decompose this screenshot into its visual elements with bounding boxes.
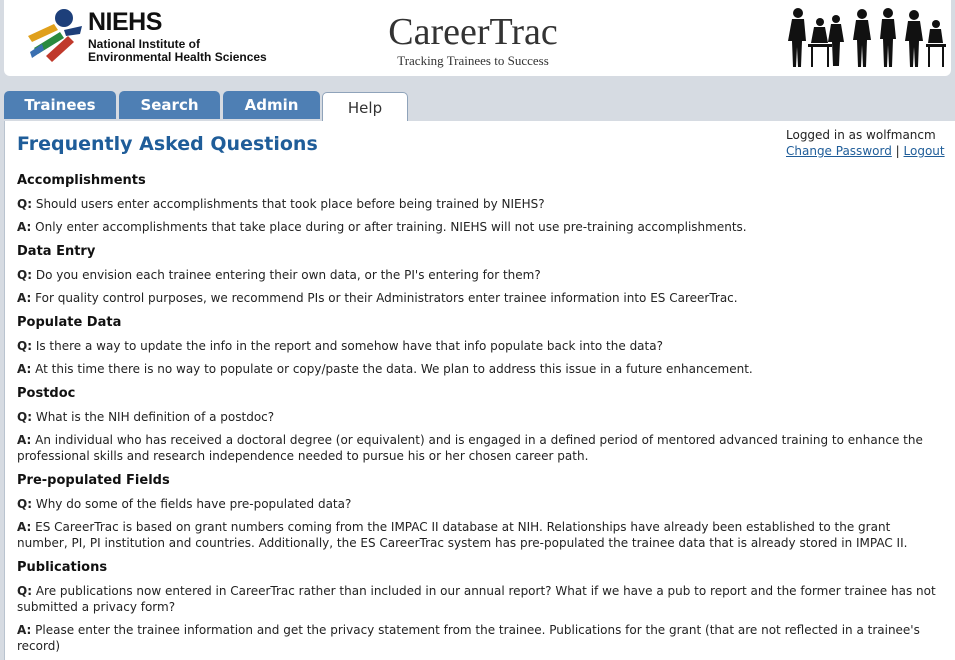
faq-list [17, 173, 942, 660]
faq-section [17, 244, 942, 306]
answer-text: For quality control purposes, we recommend PIs or their Administrators enter trainee information into ES CareerTrac. [35, 291, 738, 305]
tab-search[interactable]: Search [119, 91, 220, 119]
faq-answer [17, 219, 942, 235]
org-short-name: NIEHS [88, 8, 162, 36]
brand-title: CareerTrac [388, 11, 558, 53]
question-label: Q: [17, 339, 32, 353]
answer-label: A: [17, 433, 32, 447]
answer-label: A: [17, 520, 32, 534]
faq-answer [17, 290, 942, 306]
answer-text: At this time there is no way to populate or copy/paste the data. We plan to address this issue in a future enhancement. [35, 362, 753, 376]
question-text: What is the NIH definition of a postdoc? [35, 410, 275, 424]
question-text: Are publications now entered in CareerTrac rather than included in our annual report? What if we have a pub to report and the former trainee has not submitted a privacy form? [17, 584, 936, 614]
faq-question [17, 583, 942, 615]
answer-label: A: [17, 291, 32, 305]
answer-text: An individual who has received a doctoral degree (or equivalent) and is engaged in a defined period of mentored advanced training to enhance the professional skills and research independence needed to pursue his or her chosen career path. [17, 433, 923, 463]
answer-label: A: [17, 220, 32, 234]
faq-section-title: Data Entry [17, 244, 96, 259]
faq-answer [17, 361, 942, 377]
people-silhouettes-image [786, 6, 946, 68]
question-label: Q: [17, 410, 32, 424]
question-text: Is there a way to update the info in the report and somehow have that info populate back into the data? [35, 339, 663, 353]
faq-question [17, 496, 942, 512]
question-text: Why do some of the fields have pre-populated data? [35, 497, 352, 511]
brand [378, 12, 568, 69]
faq-question [17, 196, 942, 212]
faq-section [17, 560, 942, 654]
faq-answer [17, 622, 942, 654]
tab-trainees[interactable]: Trainees [4, 91, 116, 119]
faq-section-title: Accomplishments [17, 173, 146, 188]
faq-section-title: Populate Data [17, 315, 122, 330]
change-password-link[interactable]: Change Password [786, 144, 892, 158]
answer-label: A: [17, 623, 32, 637]
page-title: Frequently Asked Questions [17, 133, 318, 155]
question-text: Do you envision each trainee entering their own data, or the PI's entering for them? [35, 268, 541, 282]
faq-question [17, 338, 942, 354]
faq-question [17, 267, 942, 283]
answer-label: A: [17, 362, 32, 376]
logout-link[interactable]: Logout [903, 144, 945, 158]
tab-admin[interactable]: Admin [223, 91, 320, 119]
question-label: Q: [17, 584, 32, 598]
faq-section [17, 473, 942, 551]
logged-in-text: Logged in as wolfmancm [786, 128, 936, 142]
tab-help[interactable]: Help [322, 92, 408, 123]
question-label: Q: [17, 497, 32, 511]
site-header [4, 0, 951, 76]
question-label: Q: [17, 268, 32, 282]
org-full-name: National Institute of Environmental Health Sciences [88, 37, 267, 64]
faq-section-title: Publications [17, 560, 108, 575]
answer-text: ES CareerTrac is based on grant numbers coming from the IMPAC II database at NIH. Relationships have already been established to the grant number, PI, PI institution and countries. Additionally, the ES CareerTrac system has pre-populated the trainee data that is already stored in IMPAC II. [17, 520, 908, 550]
niehs-logo[interactable] [24, 6, 267, 68]
faq-answer [17, 432, 942, 464]
answer-text: Please enter the trainee information and get the privacy statement from the trainee. Publications for the grant (that are not reflected in a trainee's record) [17, 623, 920, 653]
niehs-emblem-icon [24, 6, 86, 66]
link-separator: | [895, 144, 900, 158]
faq-section [17, 315, 942, 377]
faq-section [17, 386, 942, 464]
faq-question [17, 409, 942, 425]
faq-answer [17, 519, 942, 551]
login-status [786, 127, 945, 159]
faq-section-title: Postdoc [17, 386, 76, 401]
faq-section [17, 173, 942, 235]
faq-section-title: Pre-populated Fields [17, 473, 170, 488]
question-text: Should users enter accomplishments that took place before being trained by NIEHS? [35, 197, 545, 211]
answer-text: Only enter accomplishments that take place during or after training. NIEHS will not use pre-training accomplishments. [35, 220, 747, 234]
question-label: Q: [17, 197, 32, 211]
brand-tagline: Tracking Trainees to Success [397, 53, 549, 68]
main-content [4, 121, 955, 660]
